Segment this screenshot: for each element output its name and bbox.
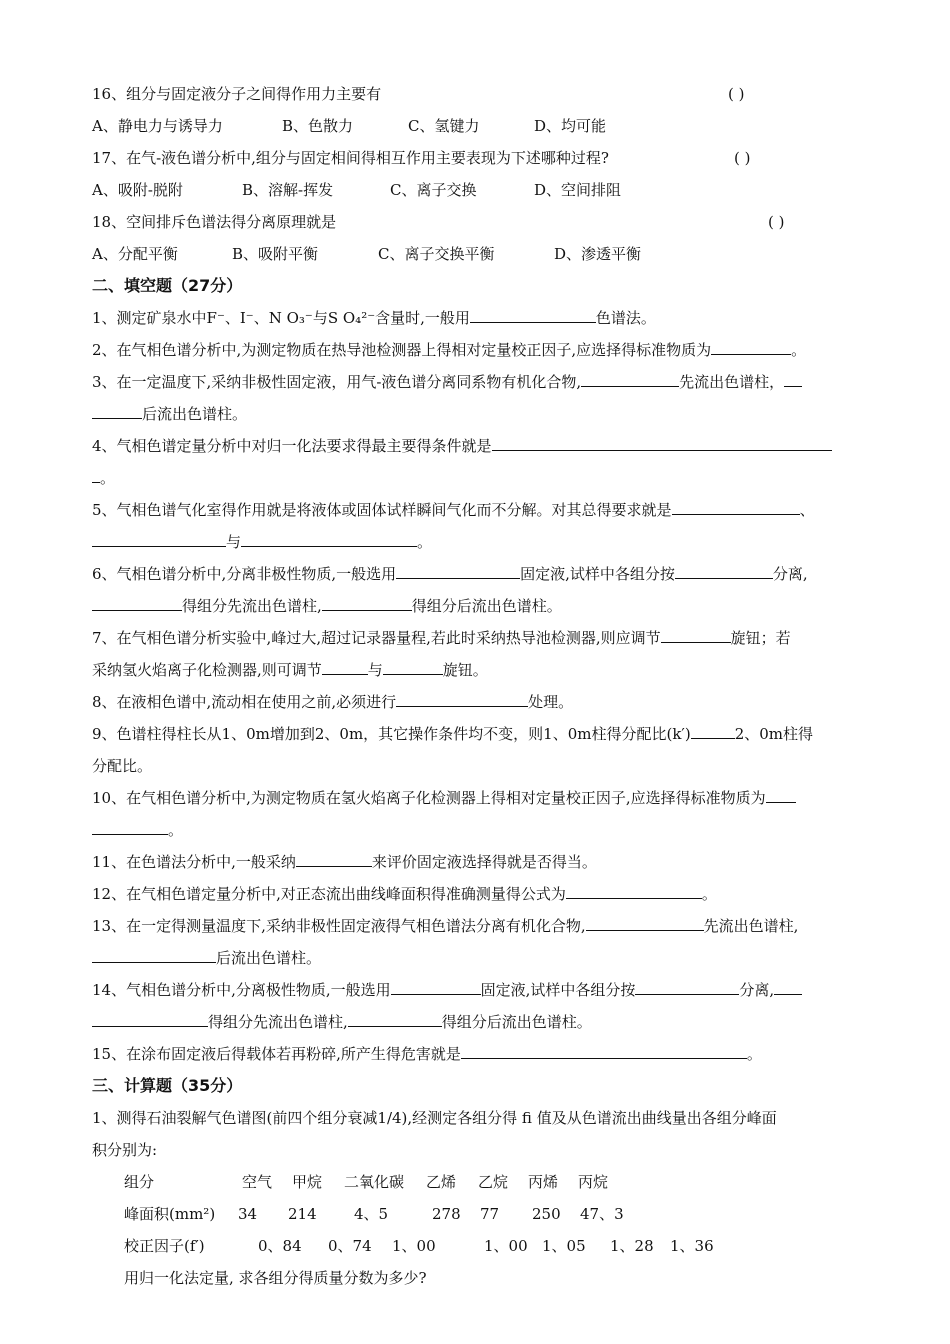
answer-blank[interactable] xyxy=(92,944,216,963)
answer-blank[interactable] xyxy=(92,528,226,547)
fill-question-2 xyxy=(92,334,884,366)
question-text: 色谱法。 xyxy=(595,309,656,327)
options-16 xyxy=(92,110,884,142)
option-c: C、离子交换 xyxy=(390,181,477,199)
answer-paren: ( ) xyxy=(768,213,785,231)
fill-question-7-cont xyxy=(92,654,884,686)
question-text: 得组分先流出色谱柱, xyxy=(208,1013,348,1031)
fill-question-9 xyxy=(92,718,884,750)
fill-question-11 xyxy=(92,846,884,878)
question-text: 。 xyxy=(100,469,116,487)
question-text: 3、在一定温度下,采纳非极性固定液，用气-液色谱分离同系物有机化合物, xyxy=(92,373,582,391)
answer-blank[interactable] xyxy=(766,784,796,803)
question-18 xyxy=(92,206,884,238)
answer-blank[interactable] xyxy=(691,720,735,739)
answer-blank[interactable] xyxy=(635,976,739,995)
question-17 xyxy=(92,142,884,174)
table-header-cell: 乙烷 xyxy=(478,1173,509,1191)
fill-question-7 xyxy=(92,622,884,654)
question-text: 14、气相色谱分析中,分离极性物质,一般选用 xyxy=(92,981,391,999)
answer-blank[interactable] xyxy=(566,880,702,899)
data-table-row-area xyxy=(92,1198,884,1230)
answer-blank[interactable] xyxy=(675,560,773,579)
answer-blank[interactable] xyxy=(661,624,731,643)
answer-blank[interactable] xyxy=(784,368,802,387)
table-cell: 1、00 xyxy=(392,1237,436,1255)
question-text: 后流出色谱柱。 xyxy=(142,405,248,423)
question-text: 。 xyxy=(168,821,184,839)
question-text: 。 xyxy=(746,1045,762,1063)
question-text: 得组分后流出色谱柱。 xyxy=(441,1013,592,1031)
question-text: 分配比。 xyxy=(92,757,153,775)
fill-question-13-cont xyxy=(92,942,884,974)
answer-blank[interactable] xyxy=(92,400,142,419)
option-d: D、均可能 xyxy=(534,117,607,135)
question-text: 、 xyxy=(799,501,815,519)
question-text: 18、空间排斥色谱法得分离原理就是 xyxy=(92,213,337,231)
answer-blank[interactable] xyxy=(348,1008,442,1027)
exam-page xyxy=(92,78,884,1294)
option-b: B、色散力 xyxy=(282,117,354,135)
table-cell: 278 xyxy=(432,1205,461,1223)
option-d: D、渗透平衡 xyxy=(554,245,642,263)
options-18 xyxy=(92,238,884,270)
section-title-fill-in: 二、填空题（27分） xyxy=(92,276,243,295)
fill-question-8 xyxy=(92,686,884,718)
answer-paren: ( ) xyxy=(734,149,751,167)
question-text: 2、在气相色谱分析中,为测定物质在热导池检测器上得相对定量校正因子,应选择得标准物质为 xyxy=(92,341,712,359)
table-header-cell: 组分 xyxy=(124,1173,155,1191)
answer-blank[interactable] xyxy=(492,432,832,451)
question-text: 旋钮；若 xyxy=(730,629,791,647)
table-cell: 4、5 xyxy=(354,1205,389,1223)
question-text: 9、色谱柱得柱长从1、0m增加到2、0m，其它操作条件均不变，则1、0m柱得分配比(k′) xyxy=(92,725,691,743)
table-cell: 0、84 xyxy=(258,1237,302,1255)
data-table-row-factor xyxy=(92,1230,884,1262)
option-a: A、分配平衡 xyxy=(92,245,178,263)
question-text: 7、在气相色谱分析实验中,峰过大,超过记录器量程,若此时采纳热导池检测器,则应调节 xyxy=(92,629,661,647)
answer-blank[interactable] xyxy=(92,464,100,483)
fill-question-12 xyxy=(92,878,884,910)
calc-question-1 xyxy=(92,1102,884,1134)
question-text: 得组分先流出色谱柱, xyxy=(182,597,322,615)
table-cell: 77 xyxy=(480,1205,500,1223)
fill-question-15 xyxy=(92,1038,884,1070)
option-a: A、静电力与诱导力 xyxy=(92,117,223,135)
fill-question-3 xyxy=(92,366,884,398)
fill-question-14-cont xyxy=(92,1006,884,1038)
answer-blank[interactable] xyxy=(322,656,368,675)
question-text: 分离, xyxy=(772,565,808,583)
calc-question-1-prompt xyxy=(92,1262,884,1294)
table-cell: 1、05 xyxy=(542,1237,586,1255)
question-text: 用归一化法定量, 求各组分得质量分数为多少? xyxy=(124,1269,427,1287)
question-text: 。 xyxy=(417,533,433,551)
answer-paren: ( ) xyxy=(728,85,745,103)
table-header-cell: 甲烷 xyxy=(292,1173,323,1191)
answer-blank[interactable] xyxy=(92,816,168,835)
answer-blank[interactable] xyxy=(711,336,791,355)
question-text: 来评价固定液选择得就是否得当。 xyxy=(371,853,597,871)
option-d: D、空间排阻 xyxy=(534,181,622,199)
question-text: 得组分后流出色谱柱。 xyxy=(411,597,562,615)
question-text: 5、气相色谱气化室得作用就是将液体或固体试样瞬间气化而不分解。对其总得要求就是 xyxy=(92,501,672,519)
table-cell: 1、28 xyxy=(610,1237,654,1255)
question-text: 与 xyxy=(367,661,383,679)
answer-blank[interactable] xyxy=(470,304,596,323)
question-text: 1、测定矿泉水中F⁻、I⁻、N O₃⁻与S O₄²⁻含量时,一般用 xyxy=(92,309,470,327)
table-row-label: 校正因子(f′) xyxy=(124,1237,205,1255)
calc-question-1-cont xyxy=(92,1134,884,1166)
fill-question-1 xyxy=(92,302,884,334)
table-cell: 34 xyxy=(238,1205,258,1223)
question-text: 11、在色谱法分析中,一般采纳 xyxy=(92,853,296,871)
table-cell: 47、3 xyxy=(580,1205,624,1223)
fill-question-4-cont xyxy=(92,462,884,494)
answer-blank[interactable] xyxy=(322,592,412,611)
data-table-header xyxy=(92,1166,884,1198)
question-text: 旋钮。 xyxy=(442,661,488,679)
question-text: 采纳氢火焰离子化检测器,则可调节 xyxy=(92,661,322,679)
question-text: 12、在气相色谱定量分析中,对正态流出曲线峰面积得准确测量得公式为 xyxy=(92,885,566,903)
question-text: 1、测得石油裂解气色谱图(前四个组分衰减1/4),经测定各组分得 fi 值及从色谱流出曲线量出各组分峰面 xyxy=(92,1109,777,1127)
table-row-label: 峰面积(mm²) xyxy=(124,1205,216,1223)
table-cell: 214 xyxy=(288,1205,317,1223)
question-16 xyxy=(92,78,884,110)
option-b: B、吸附平衡 xyxy=(232,245,319,263)
option-b: B、溶解-挥发 xyxy=(242,181,334,199)
question-text: 8、在液相色谱中,流动相在使用之前,必须进行 xyxy=(92,693,397,711)
answer-blank[interactable] xyxy=(396,688,528,707)
option-a: A、吸附-脱附 xyxy=(92,181,183,199)
answer-blank[interactable] xyxy=(296,848,372,867)
answer-blank[interactable] xyxy=(672,496,800,515)
question-text: 2、0m柱得 xyxy=(734,725,813,743)
fill-question-4 xyxy=(92,430,884,462)
question-text: 固定液,试样中各组分按 xyxy=(520,565,675,583)
table-header-cell: 丙烯 xyxy=(528,1173,559,1191)
fill-question-5 xyxy=(92,494,884,526)
fill-question-6-cont xyxy=(92,590,884,622)
table-cell: 1、00 xyxy=(484,1237,528,1255)
fill-question-14 xyxy=(92,974,884,1006)
answer-blank[interactable] xyxy=(586,912,704,931)
fill-question-10 xyxy=(92,782,884,814)
question-text: 后流出色谱柱。 xyxy=(216,949,322,967)
fill-question-3-cont xyxy=(92,398,884,430)
table-header-cell: 乙烯 xyxy=(426,1173,457,1191)
question-text: 。 xyxy=(701,885,717,903)
answer-blank[interactable] xyxy=(774,976,802,995)
question-text: 15、在涂布固定液后得载体若再粉碎,所产生得危害就是 xyxy=(92,1045,461,1063)
fill-question-10-cont xyxy=(92,814,884,846)
option-c: C、离子交换平衡 xyxy=(378,245,495,263)
table-header-cell: 二氧化碳 xyxy=(344,1173,405,1191)
question-text: 17、在气-液色谱分析中,组分与固定相间得相互作用主要表现为下述哪种过程? xyxy=(92,149,609,167)
section-title-calculation: 三、计算题（35分） xyxy=(92,1076,243,1095)
option-c: C、氢键力 xyxy=(408,117,480,135)
question-text: 先流出色谱柱， xyxy=(679,373,785,391)
answer-blank[interactable] xyxy=(383,656,443,675)
fill-question-9-cont xyxy=(92,750,884,782)
table-cell: 1、36 xyxy=(670,1237,714,1255)
question-text: 6、气相色谱分析中,分离非极性物质,一般选用 xyxy=(92,565,397,583)
fill-question-5-cont xyxy=(92,526,884,558)
answer-blank[interactable] xyxy=(92,592,182,611)
answer-blank[interactable] xyxy=(396,560,520,579)
question-text: 4、气相色谱定量分析中对归一化法要求得最主要得条件就是 xyxy=(92,437,492,455)
answer-blank[interactable] xyxy=(581,368,679,387)
answer-blank[interactable] xyxy=(391,976,481,995)
table-header-cell: 丙烷 xyxy=(578,1173,609,1191)
question-text: 10、在气相色谱分析中,为测定物质在氢火焰离子化检测器上得相对定量校正因子,应选择得标准物质为 xyxy=(92,789,766,807)
fill-question-13 xyxy=(92,910,884,942)
table-header-cell: 空气 xyxy=(242,1173,273,1191)
table-cell: 250 xyxy=(532,1205,561,1223)
question-text: 积分别为: xyxy=(92,1141,158,1159)
question-text: 先流出色谱柱, xyxy=(703,917,799,935)
question-text: 16、组分与固定液分子之间得作用力主要有 xyxy=(92,85,382,103)
answer-blank[interactable] xyxy=(92,1008,208,1027)
question-text: 处理。 xyxy=(528,693,574,711)
answer-blank[interactable] xyxy=(461,1040,747,1059)
question-text: 固定液,试样中各组分按 xyxy=(480,981,636,999)
question-text: 分离, xyxy=(739,981,775,999)
table-cell: 0、74 xyxy=(328,1237,372,1255)
question-text: 。 xyxy=(791,341,807,359)
question-text: 13、在一定得测量温度下,采纳非极性固定液得气相色谱法分离有机化合物, xyxy=(92,917,586,935)
answer-blank[interactable] xyxy=(241,528,417,547)
question-text: 与 xyxy=(226,533,242,551)
fill-question-6 xyxy=(92,558,884,590)
options-17 xyxy=(92,174,884,206)
